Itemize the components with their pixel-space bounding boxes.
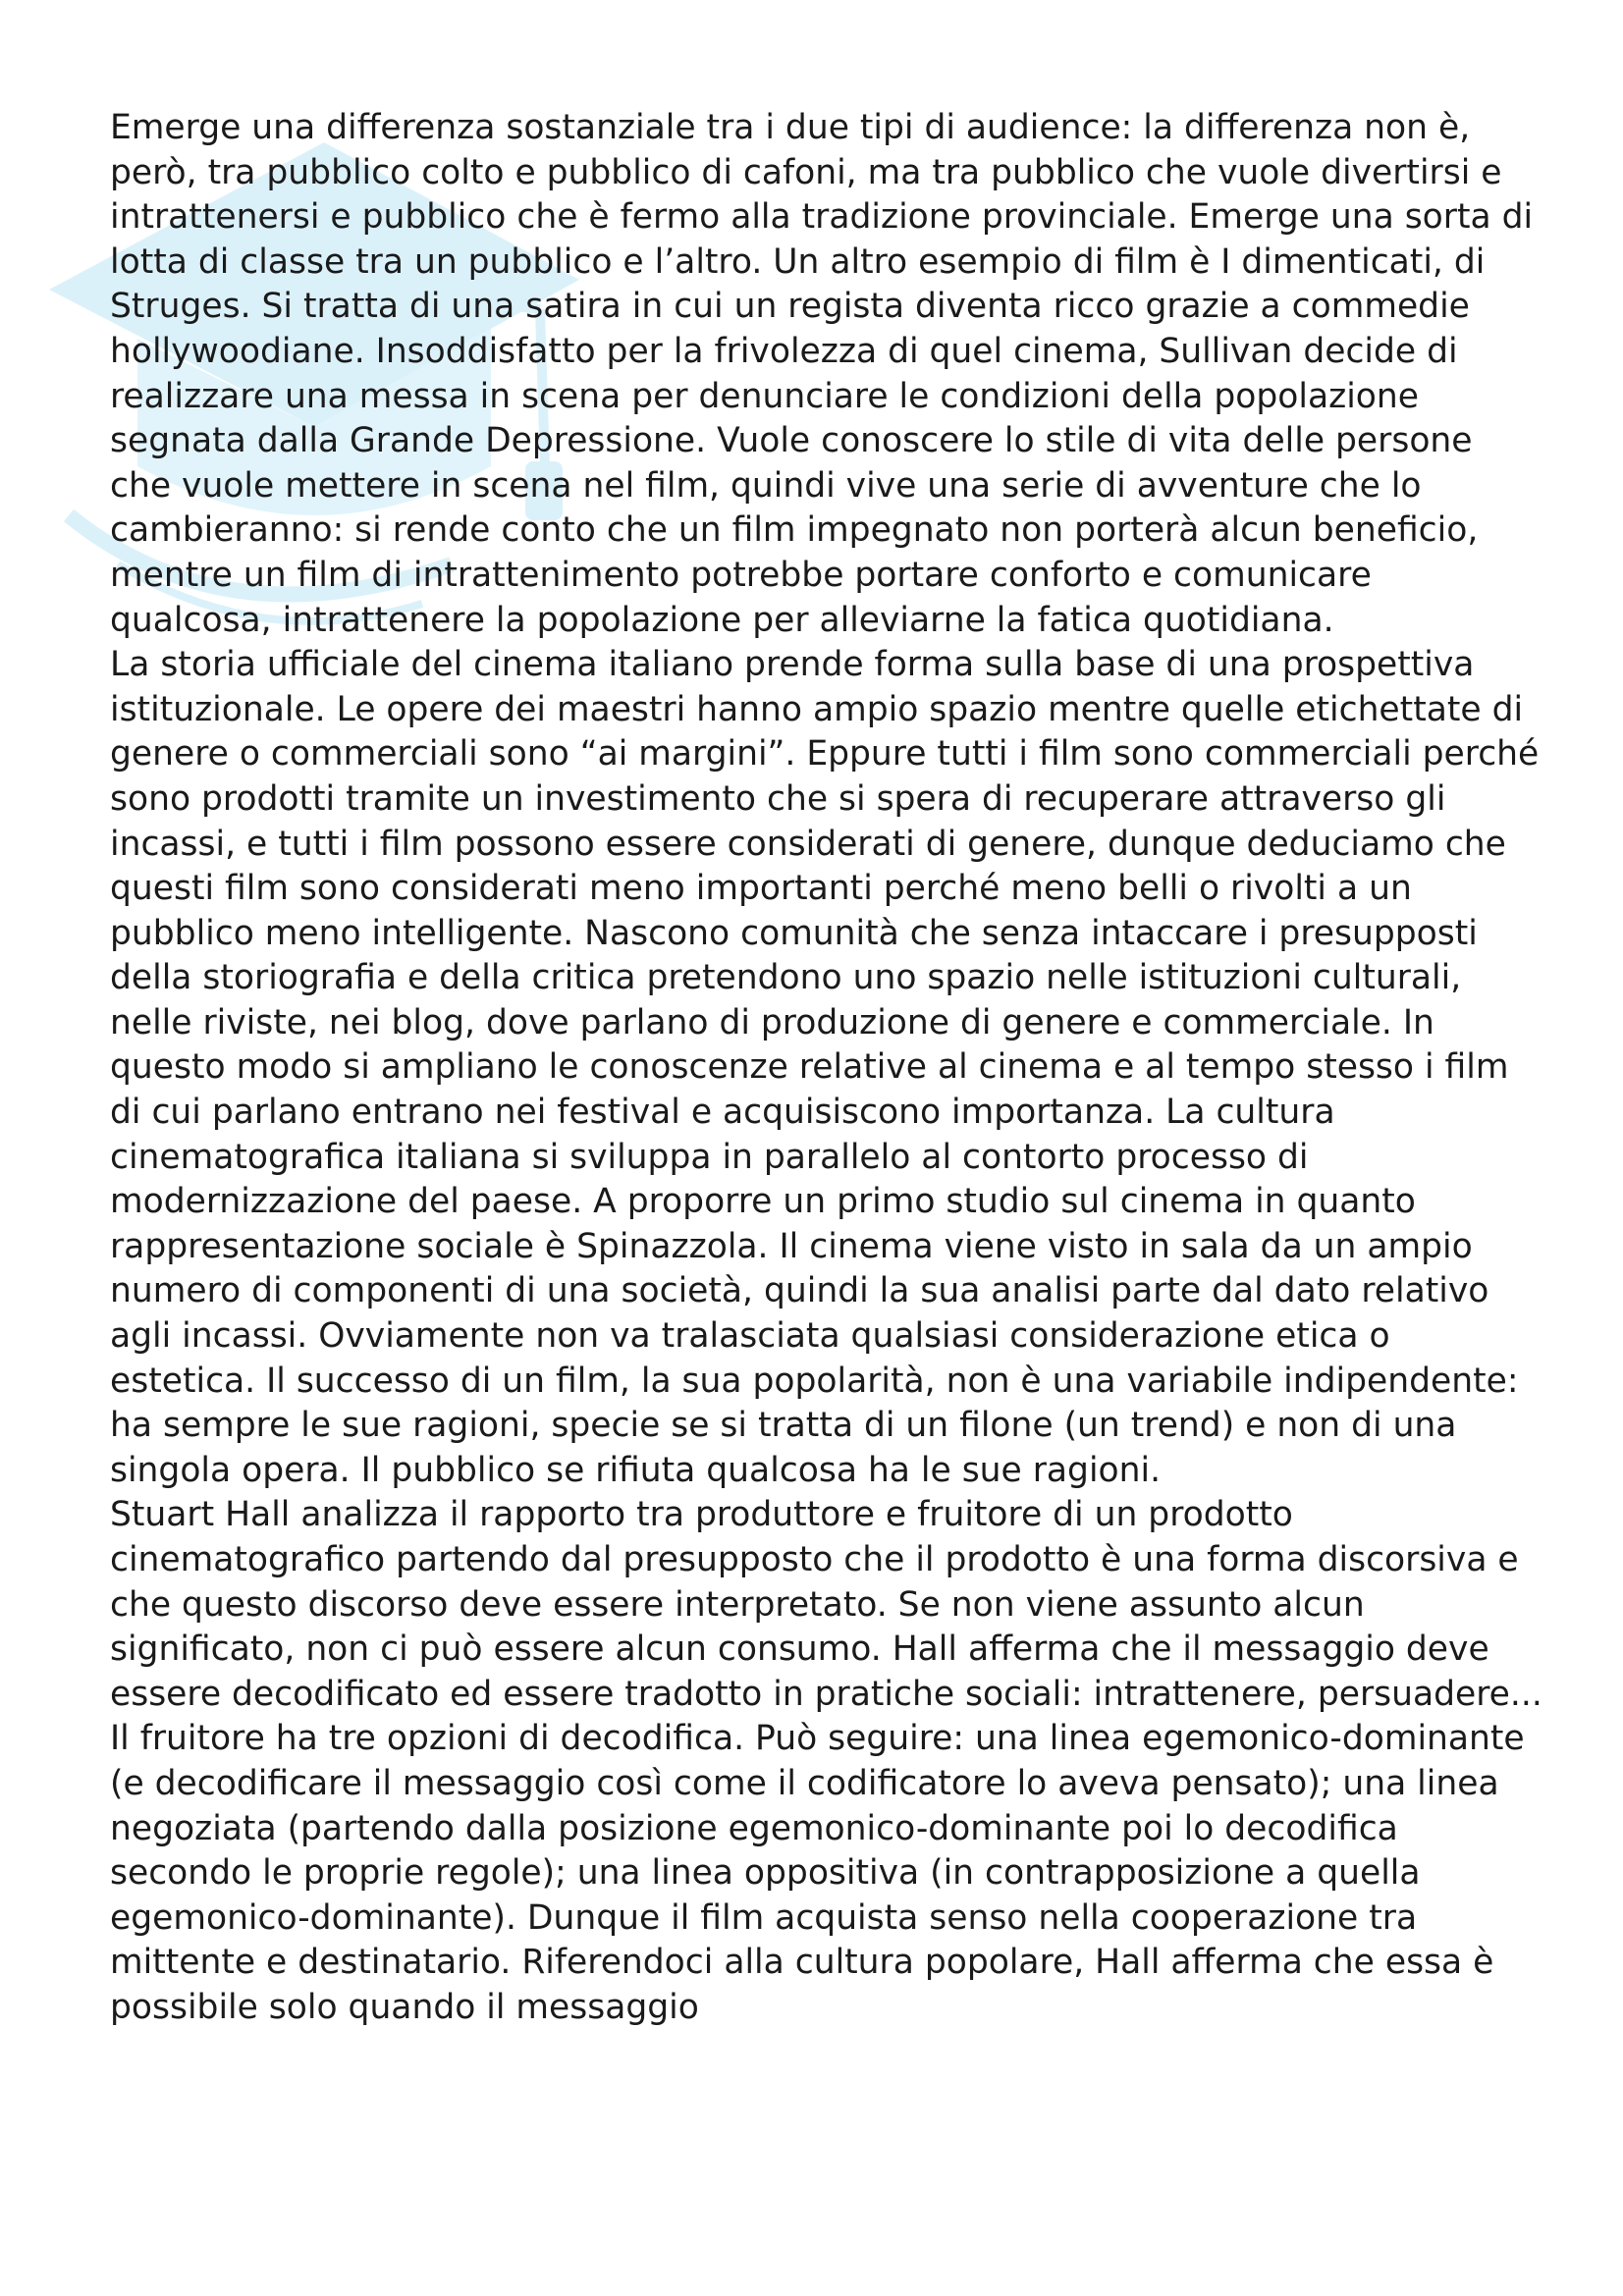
paragraph-stuart-hall: Stuart Hall analizza il rapporto tra produttore e fruitore di un prodotto cinematografico partendo dal presupposto che il prodotto è una forma discorsiva e che questo discorso deve essere interpretato. Se non viene assunto alcun significato, non ci può essere alcun consumo. Hall afferma che il messaggio deve essere decodificato ed essere tradotto in pratiche sociali: intrattenere, persuadere... Il fruitore ha tre opzioni di decodifica. Può seguire: una linea egemonico-dominante (e decodificare il messaggio così come il codificatore lo aveva pensato); una linea negoziata (partendo dalla posizione egemonico-dominante poi lo decodifica secondo le proprie regole); una linea oppositiva (in contrapposizione a quella egemonico-dominante). Dunque il film acquista senso nella cooperazione tra mittente e destinatario. Riferendoci alla cultura popolare, Hall afferma che essa è possibile solo quando il messaggio bbox=[110, 1495, 1542, 2027]
paragraph-audience: Emerge una differenza sostanziale tra i due tipi di audience: la differenza non è, però, tra pubblico colto e pubblico di cafoni, ma tra pubblico che vuole divertirsi e intrattenersi e pubblico che è fermo alla tradizione provinciale. Emerge una sorta di lotta di classe tra un pubblico e l’altro. Un altro esempio di film è I dimenticati, di Struges. Si tratta di una satira in cui un regista diventa ricco grazie a commedie hollywoodiane. Insoddisfatto per la frivolezza di quel cinema, Sullivan decide di realizzare una messa in scena per denunciare le condizioni della popolazione segnata dalla Grande Depressione. Vuole conoscere lo stile di vita delle persone che vuole mettere in scena nel film, quindi vive una serie di avventure che lo cambieranno: si rende conto che un film impegnato non porterà alcun beneficio, mentre un film di intrattenimento potrebbe portare conforto e comunicare qualcosa, intrattenere la popolazione per alleviarne la fatica quotidiana. bbox=[110, 108, 1534, 640]
document-body bbox=[110, 106, 1543, 2031]
paragraph-storia-ufficiale: La storia ufficiale del cinema italiano prende forma sulla base di una prospettiva istituzionale. Le opere dei maestri hanno ampio spazio mentre quelle etichettate di genere o commerciali sono “ai margini”. Eppure tutti i film sono commerciali perché sono prodotti tramite un investimento che si spera di recuperare attraverso gli incassi, e tutti i film possono essere considerati di genere, dunque deduciamo che questi film sono considerati meno importanti perché meno belli o rivolti a un pubblico meno intelligente. Nascono comunità che senza intaccare i presupposti della storiografia e della critica pretendono uno spazio nelle istituzioni culturali, nelle riviste, nei blog, dove parlano di produzione di genere e commerciale. In questo modo si ampliano le conoscenze relative al cinema e al tempo stesso i film di cui parlano entrano nei festival e acquisiscono importanza. La cultura cinematografica italiana si sviluppa in parallelo al contorto processo di modernizzazione del paese. A proporre un primo studio sul cinema in quanto rappresentazione sociale è Spinazzola. Il cinema viene visto in sala da un ampio numero di componenti di una società, quindi la sua analisi parte dal dato relativo agli incassi. Ovviamente non va tralasciata qualsiasi considerazione etica o estetica. Il successo di un film, la sua popolarità, non è una variabile indipendente: ha sempre le sue ragioni, specie se si tratta di un filone (un trend) e non di una singola opera. Il pubblico se rifiuta qualcosa ha le sue ragioni. bbox=[110, 645, 1540, 1490]
